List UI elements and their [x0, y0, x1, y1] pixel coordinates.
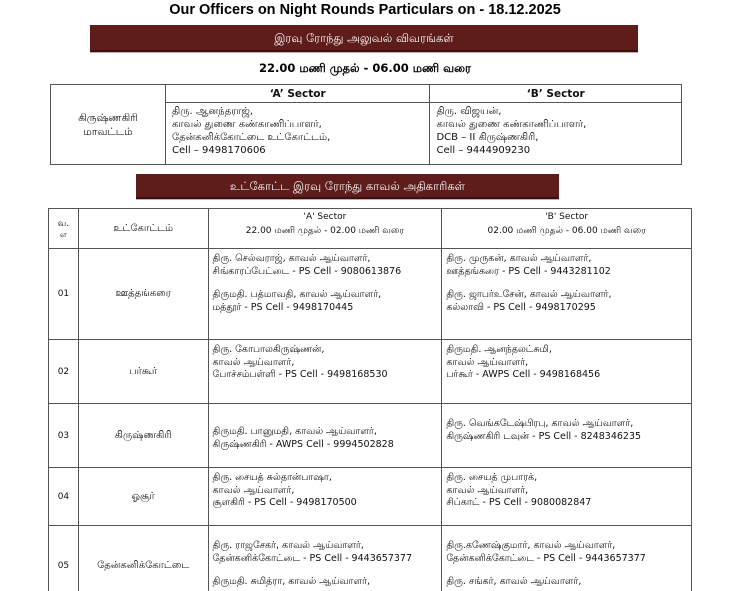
officer-line: திருமதி. ஆனந்தலட்சுமி,: [446, 344, 552, 355]
sector-a-officers: [208, 249, 442, 340]
serial-number-header: [49, 209, 79, 249]
sector-a-officer: [166, 103, 430, 165]
sector-a-header: ‘A’ Sector: [166, 85, 430, 103]
officer-line: கல்லாவி - PS Cell - 9498170295: [446, 301, 596, 313]
officer-line: தேன்கனிக்கோட்டை உட்கோட்டம்,: [172, 132, 331, 143]
officer-line: காவல் ஆய்வாளர்,: [446, 484, 529, 496]
officer-entry: [213, 253, 438, 278]
table-row: [49, 468, 692, 526]
officer-entry: [213, 344, 438, 382]
table-row: [49, 249, 692, 340]
sector-b-officers: [442, 468, 692, 526]
sector-b-title: 'B' Sector: [545, 212, 589, 222]
officer-line: திரு. ஜாபர்உசேன், காவல் ஆய்வாளர்,: [446, 289, 612, 300]
sector-b-time: 02.00 மணி முதல் - 06.00 மணி வரை: [487, 226, 646, 236]
sector-b-officers: [442, 526, 692, 591]
sector-a-officers: [208, 404, 442, 468]
subdivision-officers-table: [48, 208, 692, 591]
officer-line: திரு. சையத் சுல்தான்பாஷா,: [212, 472, 332, 483]
sector-a-column-header: [208, 209, 442, 249]
sector-b-header: ‘B’ Sector: [430, 85, 682, 103]
officer-line: Cell – 9444909230: [436, 145, 531, 156]
row-number: 01: [49, 249, 79, 340]
officer-entry: [213, 289, 438, 314]
officer-entry: [446, 418, 687, 443]
officer-entry: [446, 344, 687, 382]
officer-entry: [213, 426, 438, 451]
subdivision-header: உட்கோட்டம்: [78, 209, 208, 249]
row-number: 04: [49, 468, 79, 526]
officer-line: சூளகிரி - PS Cell - 9498170500: [212, 497, 357, 508]
district-label: மாவட்டம்: [83, 125, 133, 138]
district-name-cell: [51, 85, 166, 165]
officer-line: திரு. கோபாலகிருஷ்ணன்,: [212, 344, 325, 355]
district-name: கிருஷ்ணகிரி: [78, 111, 138, 124]
sector-b-officers: [442, 340, 692, 404]
subdivision-name: ஊத்தங்கரை: [78, 249, 208, 340]
district-table-header-row: [51, 85, 682, 103]
officer-line: திரு. ஆனந்தராஜ்,: [172, 106, 254, 117]
subdivision-name: பர்கூர்: [78, 340, 208, 404]
officer-line: சிங்காரப்பேட்டை - PS Cell - 9080613876: [212, 265, 402, 277]
sector-a-officers: [208, 340, 442, 404]
sector-b-officers: [442, 249, 692, 340]
time-range: 22.00 மணி முதல் - 06.00 மணி வரை: [259, 61, 471, 75]
officer-line: தேன்கனிக்கோட்டை - PS Cell - 9443657377: [446, 552, 646, 564]
officer-line: ஊத்தங்கரை - PS Cell - 9443281102: [446, 265, 611, 277]
row-number: 05: [49, 526, 79, 591]
officer-entry: [213, 540, 438, 565]
sector-a-officers: [208, 468, 442, 526]
officer-line: திரு. சையத் முபாரக்,: [446, 472, 538, 483]
officer-line: திரு. விஜயன்,: [436, 106, 502, 117]
officer-line: கிருஷ்ணகிரி - AWPS Cell - 9994502828: [212, 438, 394, 450]
sector-a-officers: [208, 526, 442, 591]
officer-line: காவல் ஆய்வாளர்,: [446, 356, 529, 368]
district-officers-table: [50, 84, 682, 165]
sector-a-time: 22.00 மணி முதல் - 02.00 மணி வரை: [245, 226, 405, 236]
sector-b-officer: [430, 103, 682, 165]
officer-line: மத்தூர் - PS Cell - 9498170445: [212, 301, 354, 313]
table-row: [49, 340, 692, 404]
subdivision-name: ஓசூர்: [78, 468, 208, 526]
officer-entry: [446, 472, 687, 510]
officer-entry: [446, 540, 687, 565]
officer-line: காவல் ஆய்வாளர்,: [212, 484, 295, 496]
officer-line: காவல் துணை கண்காணிப்பாளர்,: [172, 119, 322, 130]
sector-b-officers: [442, 404, 692, 468]
sector-a-title: 'A' Sector: [303, 212, 347, 222]
night-rounds-banner: இரவு ரோந்து அலுவல் விவரங்கள்: [90, 25, 638, 52]
officer-line: காவல் துணை கண்காணிப்பாளர்,: [436, 119, 587, 130]
officer-line: பர்கூர் - AWPS Cell - 9498168456: [446, 369, 601, 380]
subdivision-table-header: [49, 209, 692, 249]
officer-line: திரு. ராஜசேகர், காவல் ஆய்வாளர்,: [212, 540, 364, 551]
subdivision-name: கிருஷ்ணகிரி: [78, 404, 208, 468]
officer-entry: [446, 576, 687, 589]
officer-entry: [446, 289, 687, 314]
officer-line: திரு. செல்வராஜ், காவல் ஆய்வாளர்,: [212, 253, 371, 264]
officer-line: தேன்கனிக்கோட்டை - PS Cell - 9443657377: [212, 552, 413, 564]
row-number: 03: [49, 404, 79, 468]
officer-entry: [213, 472, 438, 510]
officer-line: சிப்காட் - PS Cell - 9080082847: [446, 497, 592, 508]
officer-line: திரு. சங்கர், காவல் ஆய்வாளர்,: [446, 576, 582, 587]
officer-line: திரு. முருகன், காவல் ஆய்வாளர்,: [446, 253, 592, 264]
officer-line: திருமதி. பத்மாவதி, காவல் ஆய்வாளர்,: [212, 289, 382, 300]
officer-line: திரு.கணேஷ்குமார், காவல் ஆய்வாளர்,: [446, 540, 616, 551]
officer-line: திருமதி. பானுமதி, காவல் ஆய்வாளர்,: [212, 426, 377, 437]
officer-entry: [213, 576, 438, 589]
table-row: [49, 526, 692, 591]
subdivision-name: தேன்கனிக்கோட்டை: [78, 526, 208, 591]
officer-entry: [446, 253, 687, 278]
officer-line: திரு. வெங்கடேஷ்பிரபு, காவல் ஆய்வாளர்,: [446, 418, 634, 429]
sector-b-column-header: [442, 209, 692, 249]
officer-line: DCB – II கிருஷ்ணகிரி,: [436, 132, 539, 143]
officer-line: திருமதி. சுமித்ரா, காவல் ஆய்வாளர்,: [212, 576, 371, 587]
serial-header-line: வ.: [57, 219, 70, 229]
row-number: 02: [49, 340, 79, 404]
table-row: [49, 404, 692, 468]
officer-line: போச்சம்பள்ளி - PS Cell - 9498168530: [212, 369, 388, 380]
officer-line: Cell – 9498170606: [172, 145, 266, 156]
serial-header-line: எ: [59, 230, 67, 240]
page-title: Our Officers on Night Rounds Particulars on - 18.12.2025: [169, 2, 561, 18]
officer-line: காவல் ஆய்வாளர்,: [212, 356, 295, 368]
officer-line: கிருஷ்ணகிரி டவுன் - PS Cell - 8248346235: [446, 430, 642, 442]
subdivision-banner: உட்கோட்ட இரவு ரோந்து காவல் அதிகாரிகள்: [136, 174, 559, 199]
